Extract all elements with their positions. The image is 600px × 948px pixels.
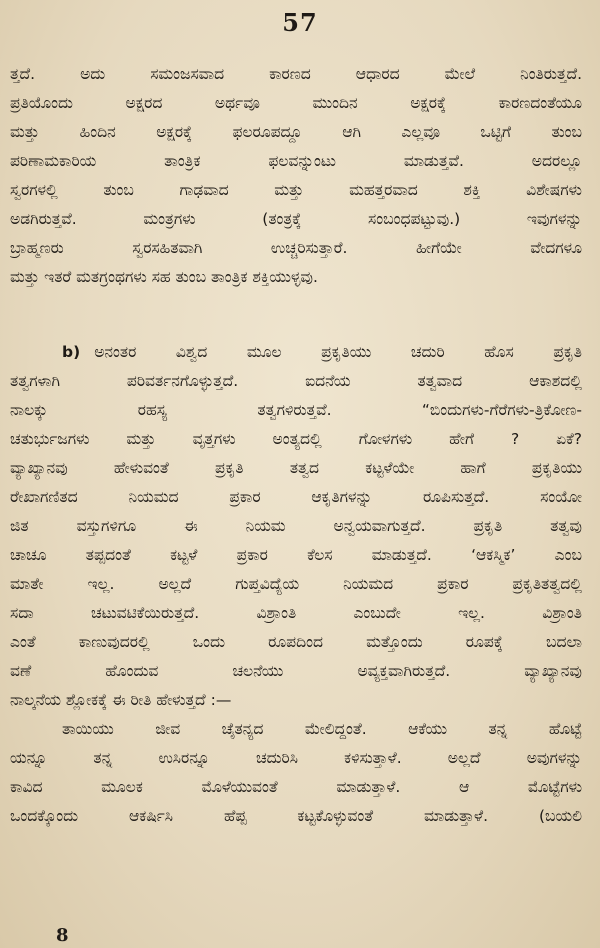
text-line: ಸದಾ ಚಟುವಟಿಕೆಯಿರುತ್ತದೆ. ವಿಶ್ರಾಂತಿ ಎಂಬುದೇ ಇಲ್ಲ. ವಿಶ್ರಾಂತಿ (10, 604, 582, 622)
text-line: ಪರಿಣಾಮಕಾರಿಯ ತಾಂತ್ರಿಕ ಫಲವನ್ನುಂಟು ಮಾಡುತ್ತವೆ. ಅದರಲ್ಲೂ (10, 152, 582, 170)
text-line: ಅನಂತರ ವಿಶ್ವದ ಮೂಲ ಪ್ರಕೃತಿಯು ಚದುರಿ ಹೊಸ ಪ್ರಕೃತಿ (94, 343, 582, 361)
text-line: ವ್ಯಾಖ್ಯಾನವು ಹೇಳುವಂತೆ ಪ್ರಕೃತಿ ತತ್ವದ ಕಟ್ಟಳೆಯೇ ಹಾಗೆ ಪ್ರಕೃತಿಯು (10, 459, 582, 477)
text-line: ವಣೆ ಹೊಂದುವ ಚಲನೆಯು ಅವ್ಯಕ್ತವಾಗಿರುತ್ತದೆ. ವ್ಯಾಖ್ಯಾನವು (10, 662, 582, 680)
text-line: ಅಡಗಿರುತ್ತವೆ. ಮಂತ್ರಗಳು (ತಂತ್ರಕ್ಕೆ ಸಂಬಂಧಪಟ್ಟುವು.) ಇವುಗಳನ್ನು (10, 210, 582, 228)
text-line: ಸ್ವರಗಳಲ್ಲಿ ತುಂಬ ಗಾಢವಾದ ಮತ್ತು ಮಹತ್ತರವಾದ ಶಕ್ತಿ ವಿಶೇಷಗಳು (10, 181, 582, 199)
text-line: ಚತುರ್ಭುಜಗಳು ಮತ್ತು ವೃತ್ತಗಳು ಅಂತ್ಯದಲ್ಲಿ ಗೋಳಗಳು ಹೇಗೆ ? ಏಕೆ? (10, 430, 582, 448)
text-line: ಬ್ರಾಹ್ಮಣರು ಸ್ವರಸಹಿತವಾಗಿ ಉಚ್ಚರಿಸುತ್ತಾರೆ. ಹೀಗೆಯೇ ವೇದಗಳೂ (10, 239, 582, 257)
paragraph-b (10, 338, 582, 831)
text-line: ಮತ್ತು ಇತರೆ ಮತಗ್ರಂಥಗಳು ಸಹ ತುಂಬ ತಾಂತ್ರಿಕ ಶಕ್ತಿಯುಳ್ಳವು. (10, 268, 318, 286)
page-number: 57 (282, 8, 318, 37)
text-line: ತತ್ವಗಳಾಗಿ ಪರಿವರ್ತನಗೊಳ್ಳುತ್ತದೆ. ಐದನೆಯ ತತ್ವವಾದ ಆಕಾಶದಲ್ಲಿ (10, 372, 582, 390)
text-line: ರೇಖಾಗಣಿತದ ನಿಯಮದ ಪ್ರಕಾರ ಆಕೃತಿಗಳನ್ನು ರೂಪಿಸುತ್ತದೆ. ಸಂಯೋ (10, 488, 582, 506)
paragraph-a (10, 60, 582, 292)
quote-line: ಕಾವಿದ ಮೂಲಕ ಮೊಳೆಯುವಂತೆ ಮಾಡುತ್ತಾಳೆ. ಆ ಮೊಟ್ಟೆಗಳು (10, 778, 582, 796)
quote-line: ಯನ್ನೂ ತನ್ನ ಉಸಿರನ್ನೂ ಚದುರಿಸಿ ಕಳಿಸುತ್ತಾಳೆ. ಅಲ್ಲದೆ ಅವುಗಳನ್ನು (10, 749, 582, 767)
quote-line: ಒಂದಕ್ಕೊಂದು ಆಕರ್ಷಿಸಿ ಹೆಪ್ಪ ಕಟ್ಟಕೊಳ್ಳುವಂತೆ ಮಾಡುತ್ತಾಳೆ. (ಬಯಲಿ (10, 807, 582, 825)
text-line: ನಾಲ್ಕನೆಯ ಶ್ಲೋಕಕ್ಕೆ ಈ ರೀತಿ ಹೇಳುತ್ತದೆ :— (10, 691, 232, 709)
text-line: ಎಂತೆ ಕಾಣುವುದರಲ್ಲಿ ಒಂದು ರೂಪದಿಂದ ಮತ್ತೊಂದು ರೂಪಕ್ಕೆ ಬದಲಾ (10, 633, 582, 651)
paragraph-b-first-line (10, 338, 582, 367)
text-line: ಮತ್ತು ಹಿಂದಿನ ಅಕ್ಷರಕ್ಕೆ ಫಲರೂಪದ್ದೂ ಆಗಿ ಎಲ್ಲವೂ ಒಟ್ಟಿಗೆ ತುಂಬ (10, 123, 582, 141)
quote-first-line: ತಾಯಿಯು ಜೀವ ಚೈತನ್ಯದ ಮೇಲಿದ್ದಂತೆ. ಆಕೆಯು ತನ್ನ ಹೊಟ್ಟೆ (62, 720, 582, 738)
text-line: ಮಾತೇ ಇಲ್ಲ. ಅಲ್ಲದೆ ಗುಪ್ತವಿದ್ಯೆಯ ನಿಯಮದ ಪ್ರಕಾರ ಪ್ರಕೃತಿತತ್ವದಲ್ಲಿ (10, 575, 582, 593)
text-line: ನಾಲಕ್ಕು ರಹಸ್ಯ ತತ್ವಗಳಿರುತ್ತವೆ. “ಬಿಂದುಗಳು-ಗೆರೆಗಳು-ತ್ರಿಕೋಣ- (10, 401, 582, 419)
text-line: ಜಿತ ವಸ್ತುಗಳಿಗೂ ಈ ನಿಯಮ ಅನ್ವಯವಾಗುತ್ತದೆ. ಪ್ರಕೃತಿ ತತ್ವವು (10, 517, 582, 535)
signature-mark: 8 (56, 925, 69, 946)
text-line: ಪ್ರತಿಯೊಂದು ಅಕ್ಷರದ ಅರ್ಥವೂ ಮುಂದಿನ ಅಕ್ಷರಕ್ಕೆ ಕಾರಣದಂತೆಯೂ (10, 94, 582, 112)
paragraph-marker: b) (62, 343, 81, 361)
text-line: ಚಾಚೂ ತಪ್ಪದಂತೆ ಕಟ್ಟಳೆ ಪ್ರಕಾರ ಕೆಲಸ ಮಾಡುತ್ತದೆ. ‘ಆಕಸ್ಮಿಕ’ ಎಂಬ (10, 546, 582, 564)
text-line: ತ್ತದೆ. ಅದು ಸಮಂಜಸವಾದ ಕಾರಣದ ಆಧಾರದ ಮೇಲೆ ನಿಂತಿರುತ್ತದೆ. (10, 65, 582, 83)
